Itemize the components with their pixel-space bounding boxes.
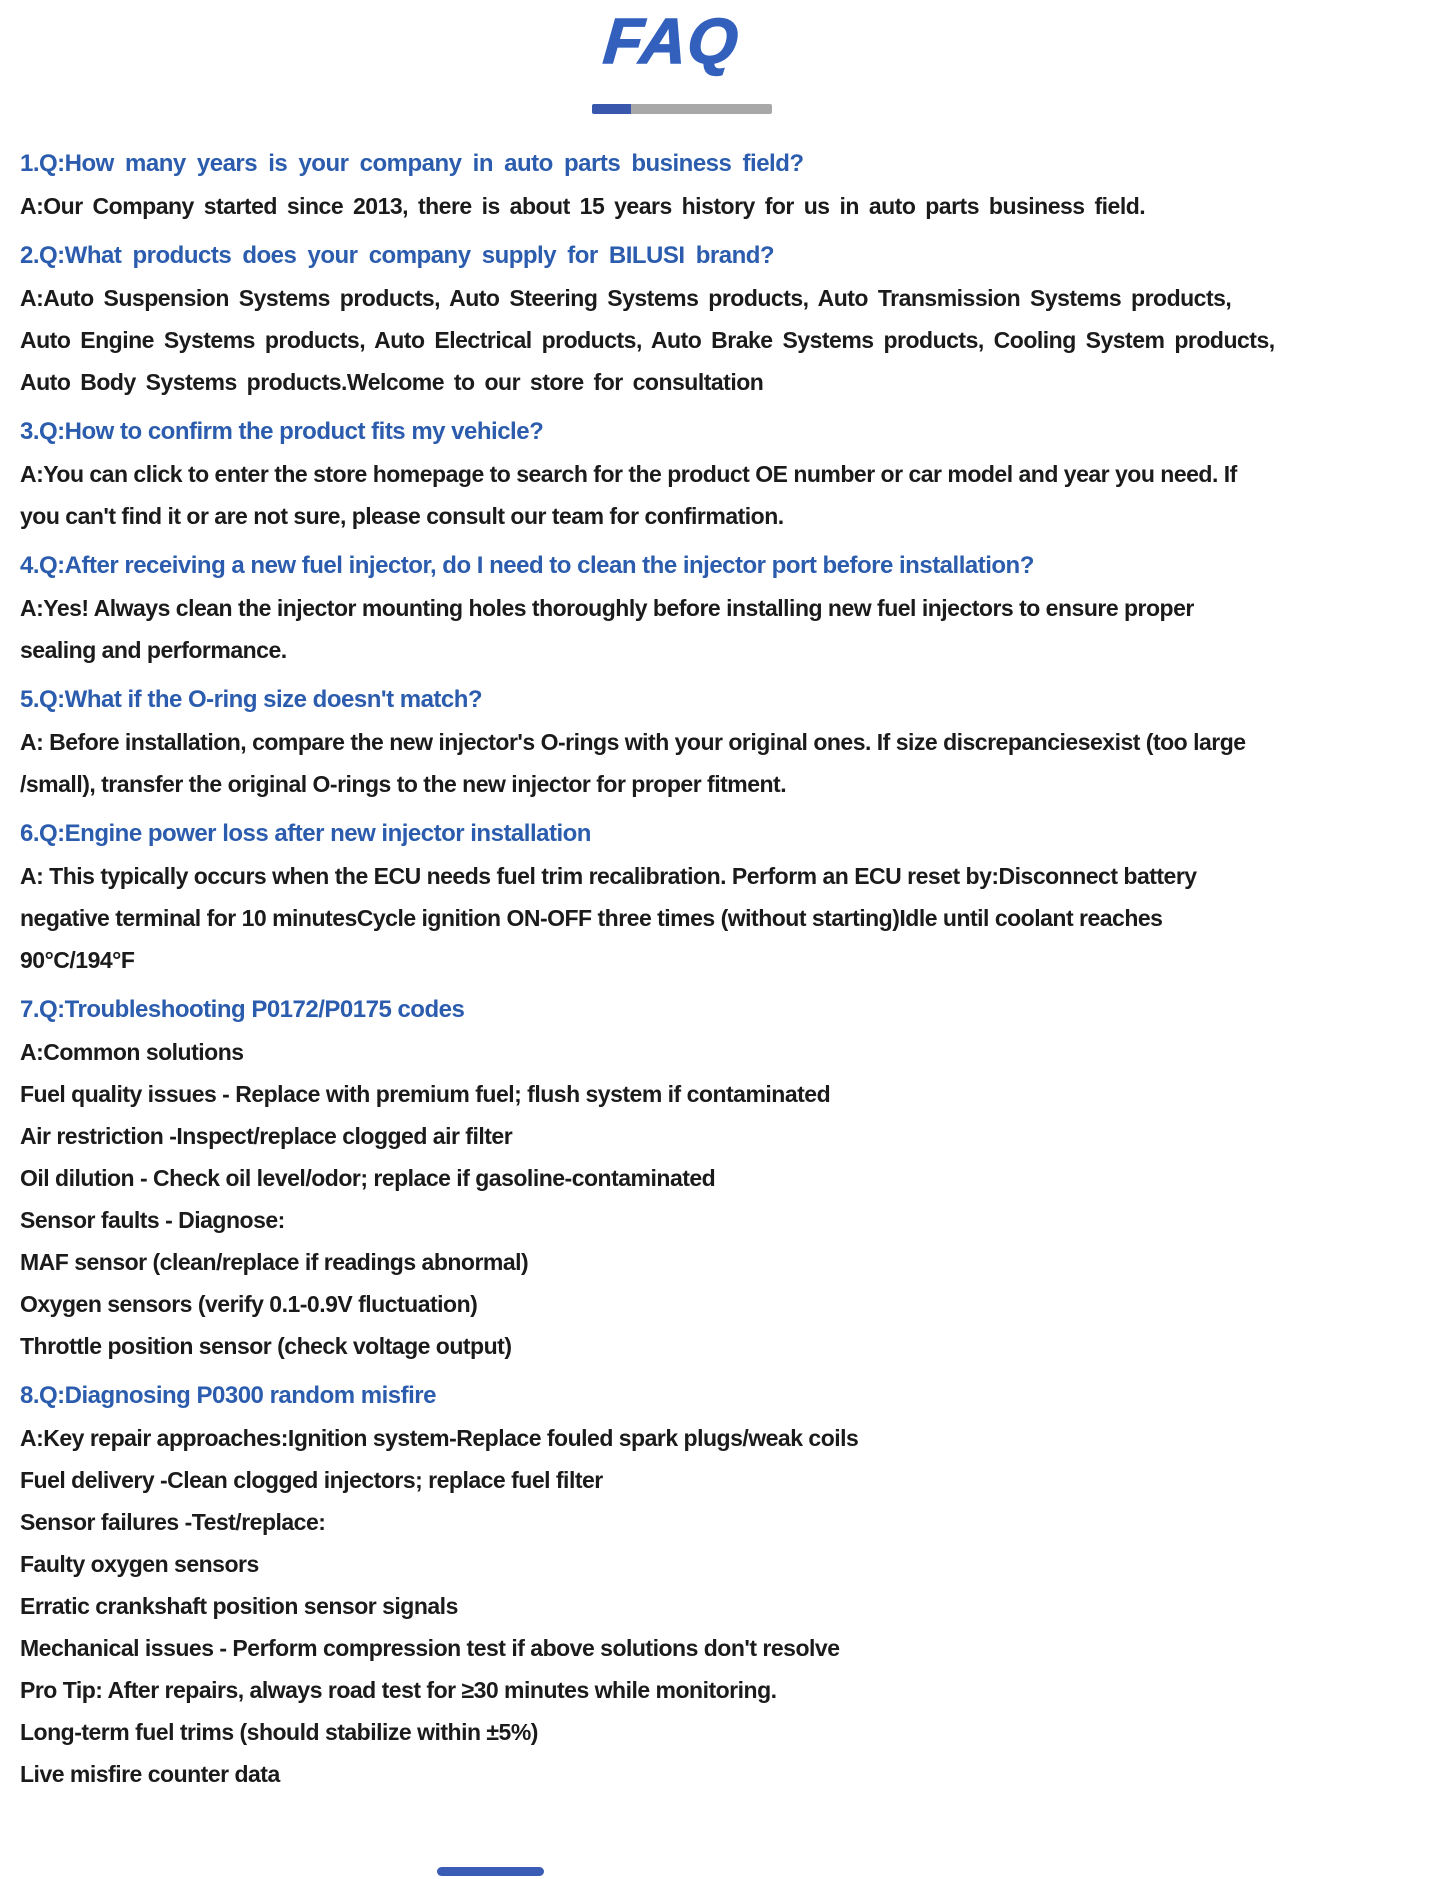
faq-question: 1.Q:How many years is your company in auto parts business field? bbox=[20, 150, 804, 177]
faq-question: 4.Q:After receiving a new fuel injector, do I need to clean the injector port before installation? bbox=[20, 552, 1034, 579]
faq-section-8 bbox=[20, 1375, 1425, 1795]
faq-question: 6.Q:Engine power loss after new injector installation bbox=[20, 820, 591, 847]
faq-answer-line: Mechanical issues - Perform compression test if above solutions don't resolve bbox=[20, 1635, 840, 1661]
faq-answer-line: A:Key repair approaches:Ignition system-Replace fouled spark plugs/weak coils bbox=[20, 1425, 859, 1451]
faq-list bbox=[20, 143, 1425, 1795]
faq-question: 8.Q:Diagnosing P0300 random misfire bbox=[20, 1382, 436, 1409]
faq-answer-line: Pro Tip: After repairs, always road test for ≥30 minutes while monitoring. bbox=[20, 1677, 777, 1703]
faq-answer-line: 90°C/194°F bbox=[20, 947, 135, 973]
faq-section-6 bbox=[20, 813, 1425, 981]
faq-answer-line: Throttle position sensor (check voltage output) bbox=[20, 1333, 512, 1359]
faq-answer-line: negative terminal for 10 minutesCycle ignition ON-OFF three times (without starting)Idle until coolant reaches bbox=[20, 905, 1163, 931]
faq-answer-line: A: This typically occurs when the ECU needs fuel trim recalibration. Perform an ECU reset by:Disconnect battery bbox=[20, 863, 1197, 889]
faq-answer-line: sealing and performance. bbox=[20, 637, 287, 663]
faq-answer-line: A:Our Company started since 2013, there is about 15 years history for us in auto parts business field. bbox=[20, 193, 1146, 219]
faq-section-3 bbox=[20, 411, 1425, 537]
faq-answer-line: A:Auto Suspension Systems products, Auto Steering Systems products, Auto Transmission Systems products, bbox=[20, 285, 1232, 311]
faq-section-1 bbox=[20, 143, 1425, 227]
page-title: FAQ bbox=[600, 5, 742, 77]
faq-answer-line: A: Before installation, compare the new injector's O-rings with your original ones. If size discrepanciesexist (too large bbox=[20, 729, 1246, 755]
faq-answer-line: Air restriction -Inspect/replace clogged air filter bbox=[20, 1123, 513, 1149]
faq-answer-line: Oxygen sensors (verify 0.1-0.9V fluctuation) bbox=[20, 1291, 478, 1317]
faq-answer-line: Sensor faults - Diagnose: bbox=[20, 1207, 285, 1233]
faq-question: 5.Q:What if the O-ring size doesn't match? bbox=[20, 686, 483, 713]
faq-answer-line: A:Common solutions bbox=[20, 1039, 244, 1065]
faq-question: 3.Q:How to confirm the product fits my vehicle? bbox=[20, 418, 544, 445]
faq-answer-line: Fuel quality issues - Replace with premium fuel; flush system if contaminated bbox=[20, 1081, 831, 1107]
title-underline-blue-segment bbox=[592, 104, 631, 114]
faq-section-7 bbox=[20, 989, 1425, 1367]
faq-answer-line: MAF sensor (clean/replace if readings abnormal) bbox=[20, 1249, 529, 1275]
faq-answer-line: Fuel delivery -Clean clogged injectors; replace fuel filter bbox=[20, 1467, 603, 1493]
faq-answer-line: Live misfire counter data bbox=[20, 1761, 280, 1787]
faq-section-4 bbox=[20, 545, 1425, 671]
faq-question: 7.Q:Troubleshooting P0172/P0175 codes bbox=[20, 996, 465, 1023]
faq-answer-line: Erratic crankshaft position sensor signals bbox=[20, 1593, 458, 1619]
next-section-divider-sliver bbox=[437, 1867, 544, 1876]
faq-answer-line: Auto Engine Systems products, Auto Electrical products, Auto Brake Systems products, Cooling System products, bbox=[20, 327, 1275, 353]
faq-answer-line: /small), transfer the original O-rings to the new injector for proper fitment. bbox=[20, 771, 787, 797]
faq-answer-line: A:Yes! Always clean the injector mounting holes thoroughly before installing new fuel injectors to ensure proper bbox=[20, 595, 1194, 621]
faq-answer-line: Oil dilution - Check oil level/odor; replace if gasoline-contaminated bbox=[20, 1165, 716, 1191]
faq-section-5 bbox=[20, 679, 1425, 805]
faq-answer-line: A:You can click to enter the store homepage to search for the product OE number or car model and year you need. If bbox=[20, 461, 1237, 487]
faq-answer-line: you can't find it or are not sure, please consult our team for confirmation. bbox=[20, 503, 784, 529]
faq-answer-line: Long-term fuel trims (should stabilize within ±5%) bbox=[20, 1719, 538, 1745]
faq-answer-line: Faulty oxygen sensors bbox=[20, 1551, 259, 1577]
faq-question: 2.Q:What products does your company supply for BILUSI brand? bbox=[20, 242, 775, 269]
faq-answer-line: Sensor failures -Test/replace: bbox=[20, 1509, 326, 1535]
title-underline bbox=[592, 104, 772, 114]
faq-answer-line: Auto Body Systems products.Welcome to our store for consultation bbox=[20, 369, 764, 395]
title-underline-gray-segment bbox=[631, 104, 772, 114]
faq-section-2 bbox=[20, 235, 1425, 403]
